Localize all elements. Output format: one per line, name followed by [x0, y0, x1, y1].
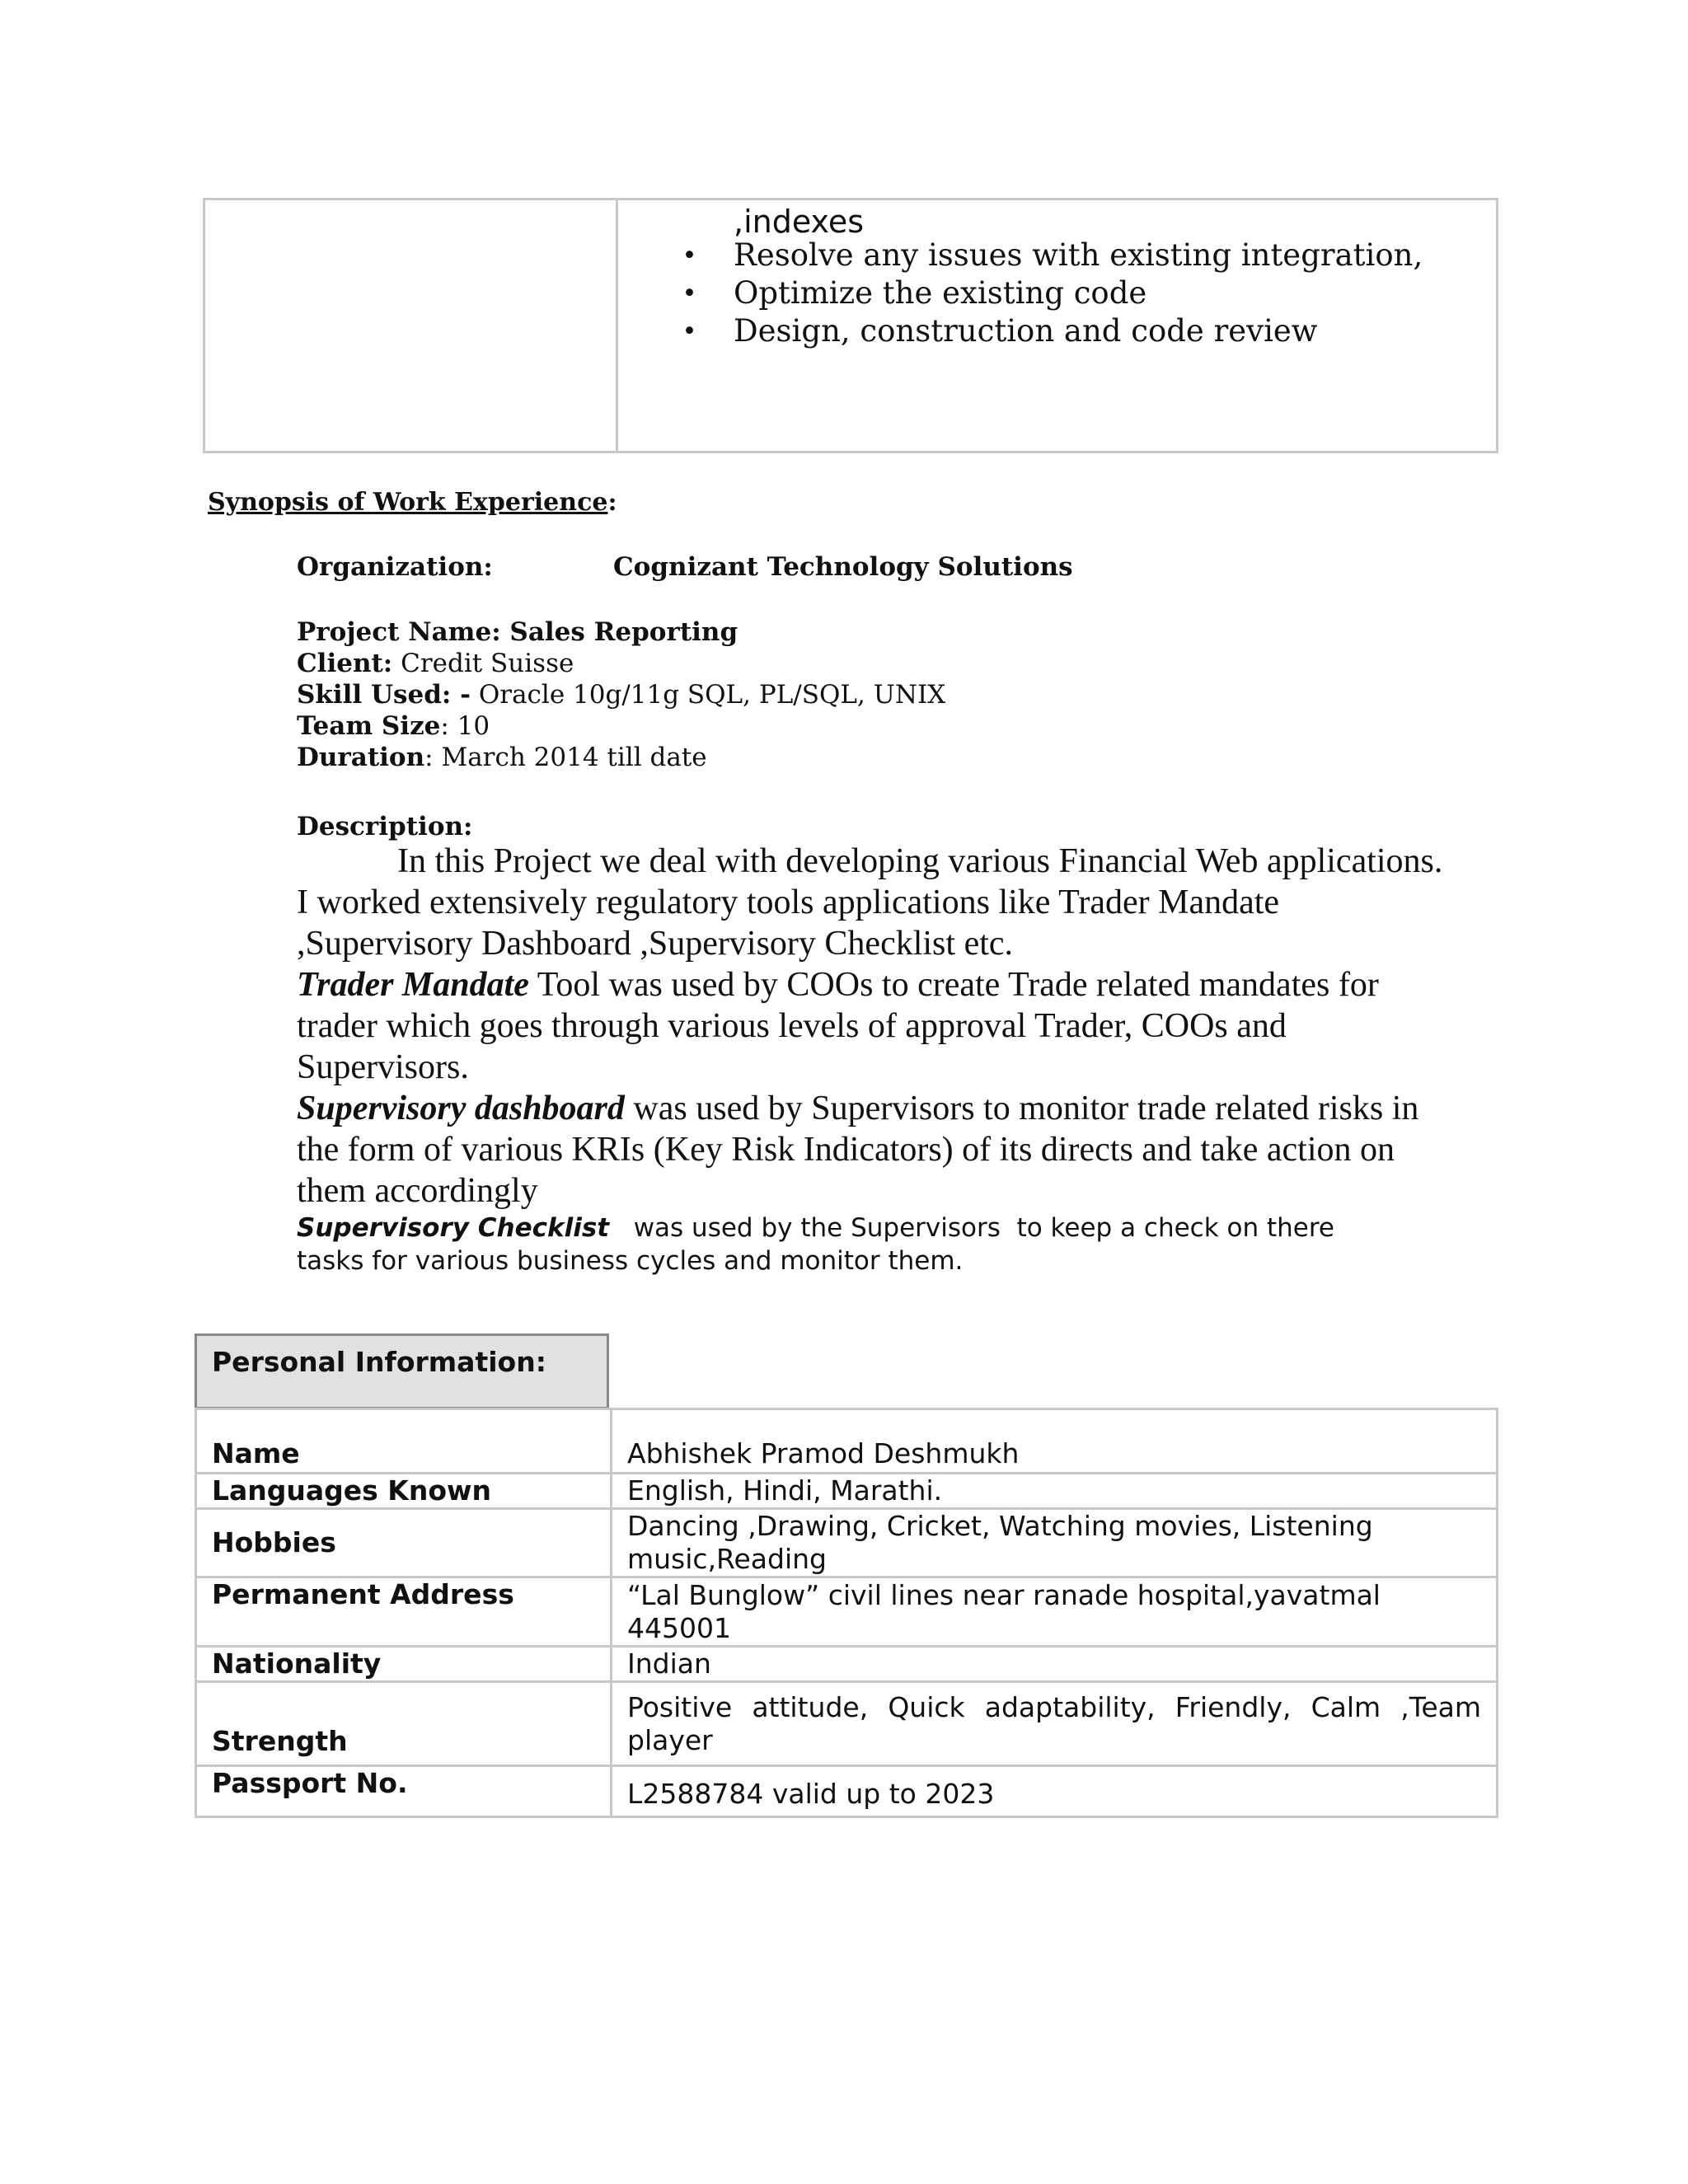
duration-label: Duration [297, 743, 425, 772]
personal-info-key: Permanent Address [196, 1577, 612, 1647]
personal-info-table [195, 1408, 1498, 1818]
description-line: them accordingly [297, 1172, 538, 1210]
responsibilities-label-cell [205, 200, 618, 451]
responsibility-item: • Design, construction and code review [684, 312, 1423, 350]
responsibility-item: • Optimize the existing code [684, 274, 1423, 312]
table-row [196, 1509, 1498, 1577]
client-row [297, 648, 945, 679]
description-line: trader which goes through various levels of approval Trader, COOs and [297, 1007, 1287, 1045]
trader-mandate-text: Tool was used by COOs to create Trade related mandates for [528, 966, 1379, 1004]
duration-value: : March 2014 till date [424, 743, 707, 772]
personal-info-key: Hobbies [196, 1509, 612, 1577]
responsibilities-table [203, 198, 1498, 453]
description-line: In this Project we deal with developing various Financial Web applications. [397, 842, 1443, 880]
supervisory-checklist-block [297, 1212, 1334, 1277]
personal-info-value: Indian [612, 1647, 1498, 1682]
description-line: I worked extensively regulatory tools applications like Trader Mandate [297, 883, 1280, 921]
personal-info-key: Nationality [196, 1647, 612, 1682]
personal-info-value: “Lal Bunglow” civil lines near ranade hospital,yavatmal 445001 [612, 1577, 1498, 1647]
trader-mandate-line [297, 964, 1500, 1005]
personal-info-heading: Personal Information: [212, 1346, 546, 1378]
table-row [196, 1647, 1498, 1682]
client-label: Client: [297, 649, 393, 678]
organization-value: Cognizant Technology Solutions [613, 552, 1073, 582]
personal-info-key: Passport No. [196, 1766, 612, 1817]
skill-value: Oracle 10g/11g SQL, PL/SQL, UNIX [470, 680, 946, 710]
skill-label: Skill Used: - [297, 680, 471, 710]
team-size-value: : 10 [440, 711, 490, 741]
description-heading: Description: [297, 812, 473, 841]
synopsis-heading [208, 488, 617, 517]
supervisory-dashboard-term: Supervisory dashboard [297, 1090, 625, 1127]
table-row [196, 1682, 1498, 1766]
table-row [196, 1474, 1498, 1509]
team-size-row [297, 710, 945, 742]
description-line: Supervisors. [297, 1048, 469, 1086]
project-details [297, 616, 945, 773]
personal-info-value: Dancing ,Drawing, Cricket, Watching movies, Listening music,Reading [612, 1509, 1498, 1577]
supervisory-dashboard-line [297, 1088, 1500, 1129]
personal-info-value: Positive attitude, Quick adaptability, Friendly, Calm ,Team player [612, 1682, 1498, 1766]
skill-row [297, 679, 945, 710]
description-line: the form of various KRIs (Key Risk Indicators) of its directs and take action on [297, 1131, 1395, 1169]
supervisory-dashboard-text: was used by Supervisors to monitor trade related risks in [624, 1090, 1419, 1127]
trader-mandate-term: Trader Mandate [297, 966, 529, 1004]
responsibilities-list [684, 237, 1423, 350]
responsibilities-content-cell [618, 200, 1496, 451]
duration-row [297, 742, 945, 773]
responsibility-item: • Resolve any issues with existing integration, [684, 237, 1423, 274]
personal-info-key: Strength [196, 1682, 612, 1766]
table-row [196, 1766, 1498, 1817]
personal-info-key: Name [196, 1409, 612, 1474]
synopsis-heading-text: Synopsis of Work Experience [208, 488, 608, 517]
personal-info-heading-cell [195, 1333, 609, 1409]
description-line: ,Supervisory Dashboard ,Supervisory Checklist etc. [297, 925, 1014, 963]
supervisory-checklist-line [297, 1212, 1334, 1244]
supervisory-checklist-term: Supervisory Checklist [297, 1213, 610, 1243]
table-row [196, 1409, 1498, 1474]
personal-info-value: Abhishek Pramod Deshmukh [612, 1409, 1498, 1474]
responsibility-continued-text: ,indexes [734, 204, 865, 240]
client-value: Credit Suisse [392, 649, 574, 678]
personal-info-value: English, Hindi, Marathi. [612, 1474, 1498, 1509]
project-name: Project Name: Sales Reporting [297, 617, 738, 647]
description-body [297, 841, 1500, 1212]
personal-info-value: L2588784 valid up to 2023 [612, 1766, 1498, 1817]
supervisory-checklist-text: was used by the Supervisors to keep a check on there [609, 1213, 1335, 1243]
synopsis-heading-colon: : [607, 488, 617, 517]
personal-info-key: Languages Known [196, 1474, 612, 1509]
organization-label: Organization: [297, 552, 493, 582]
description-line: tasks for various business cycles and monitor them. [297, 1246, 964, 1276]
table-row [196, 1577, 1498, 1647]
team-size-label: Team Size [297, 711, 441, 741]
